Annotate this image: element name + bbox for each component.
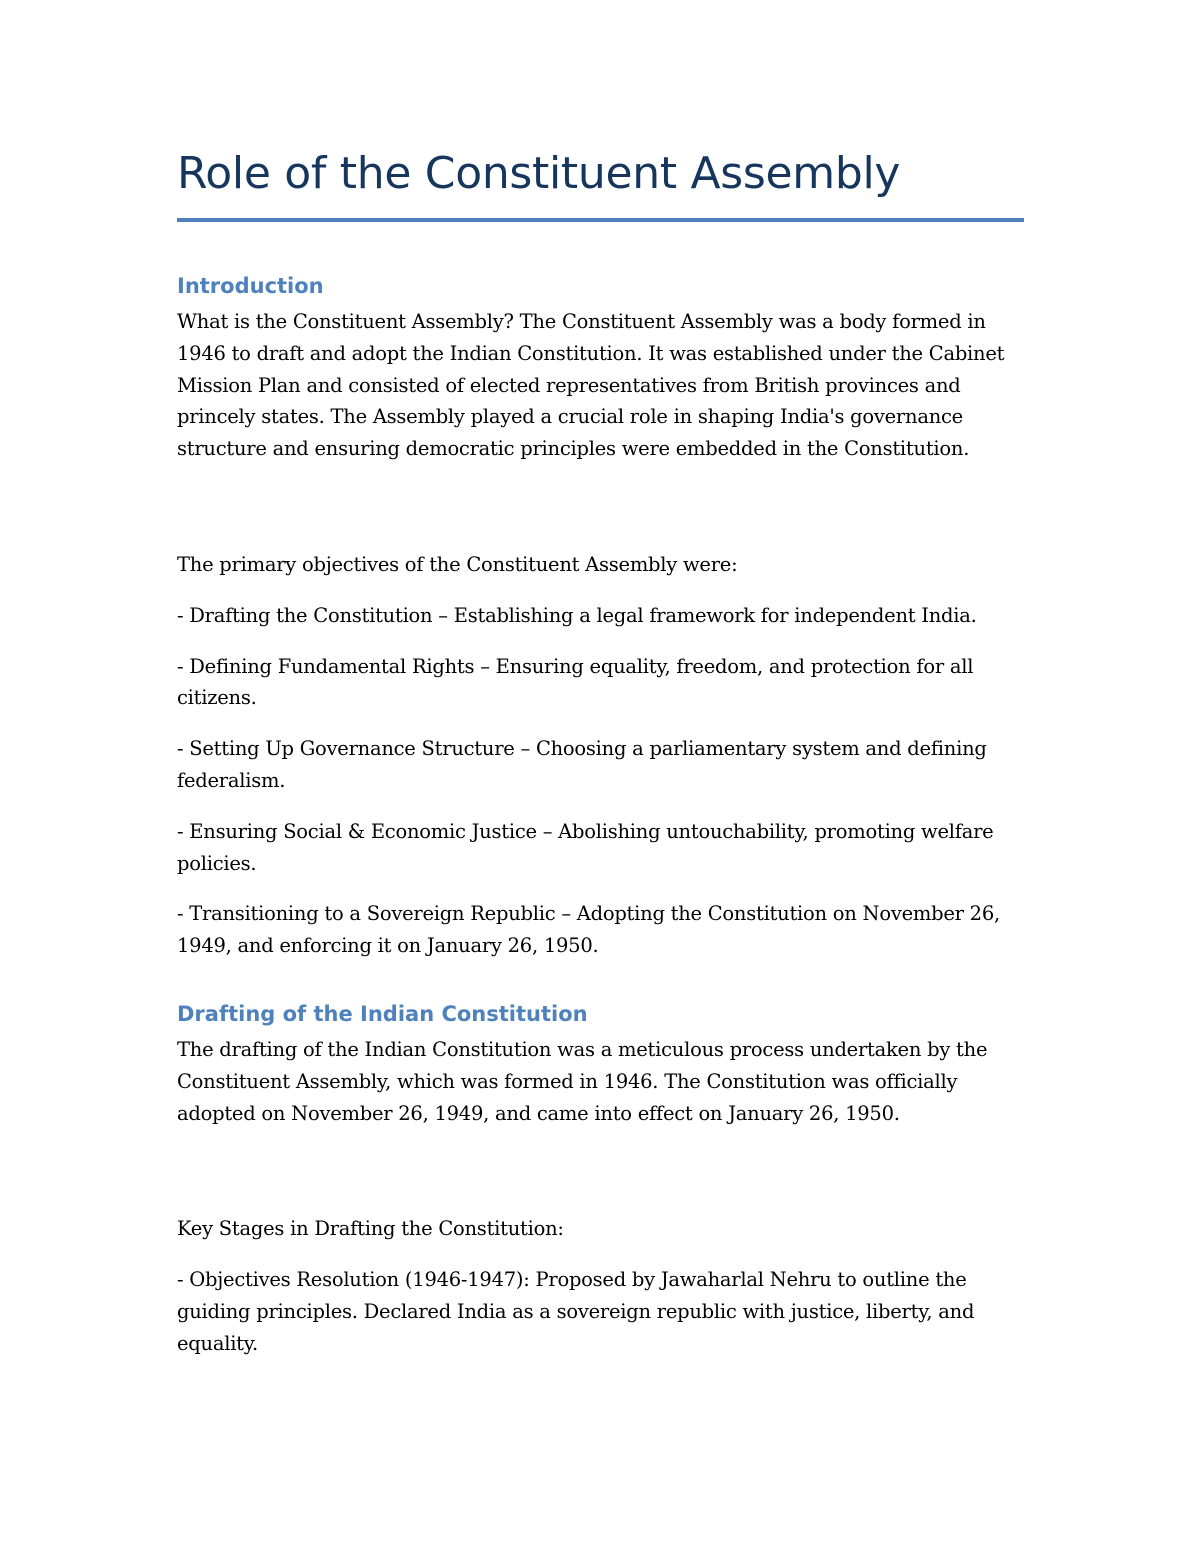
section-heading-introduction: Introduction (177, 274, 324, 298)
drafting-paragraph: The drafting of the Indian Constitution was a meticulous process undertaken by the Constituent Assembly, which was formed in 1946. The Constitution was officially adopted on November 26, 1949, and came into effect on January 26, 1950. (177, 1037, 988, 1125)
objectives-intro-text: The primary objectives of the Constituent Assembly were: (177, 552, 738, 576)
objective-item-fundamental-rights: - Defining Fundamental Rights – Ensuring equality, freedom, and protection for all citizens. (177, 654, 974, 710)
stage-item-objectives-resolution: - Objectives Resolution (1946-1947): Proposed by Jawaharlal Nehru to outline the guiding principles. Declared India as a sovereign republic with justice, liberty, and equality. (177, 1268, 975, 1355)
document-title: Role of the Constituent Assembly (177, 140, 1024, 222)
stages-intro-text: Key Stages in Drafting the Constitution: (177, 1217, 564, 1241)
introduction-paragraph: What is the Constituent Assembly? The Constituent Assembly was a body formed in 1946 to draft and adopt the Indian Constitution. It was established under the Cabinet Mission Plan and consisted of elected representatives from British provinces and princely states. The Assembly played a crucial role in shaping India's governance structure and ensuring democratic principles were embedded in the Constitution. (177, 310, 1005, 461)
section-heading-drafting: Drafting of the Indian Constitution (177, 1001, 588, 1026)
objective-item-republic: - Transitioning to a Sovereign Republic – Adopting the Constitution on November 26, 1949, and enforcing it on January 26, 1950. (177, 902, 1000, 958)
document-body (177, 140, 1027, 1360)
objective-item-governance: - Setting Up Governance Structure – Choosing a parliamentary system and defining federalism. (177, 737, 987, 792)
objective-item-justice: - Ensuring Social & Economic Justice – Abolishing untouchability, promoting welfare policies. (177, 819, 994, 875)
objective-item-drafting: - Drafting the Constitution – Establishing a legal framework for independent India. (177, 603, 977, 627)
